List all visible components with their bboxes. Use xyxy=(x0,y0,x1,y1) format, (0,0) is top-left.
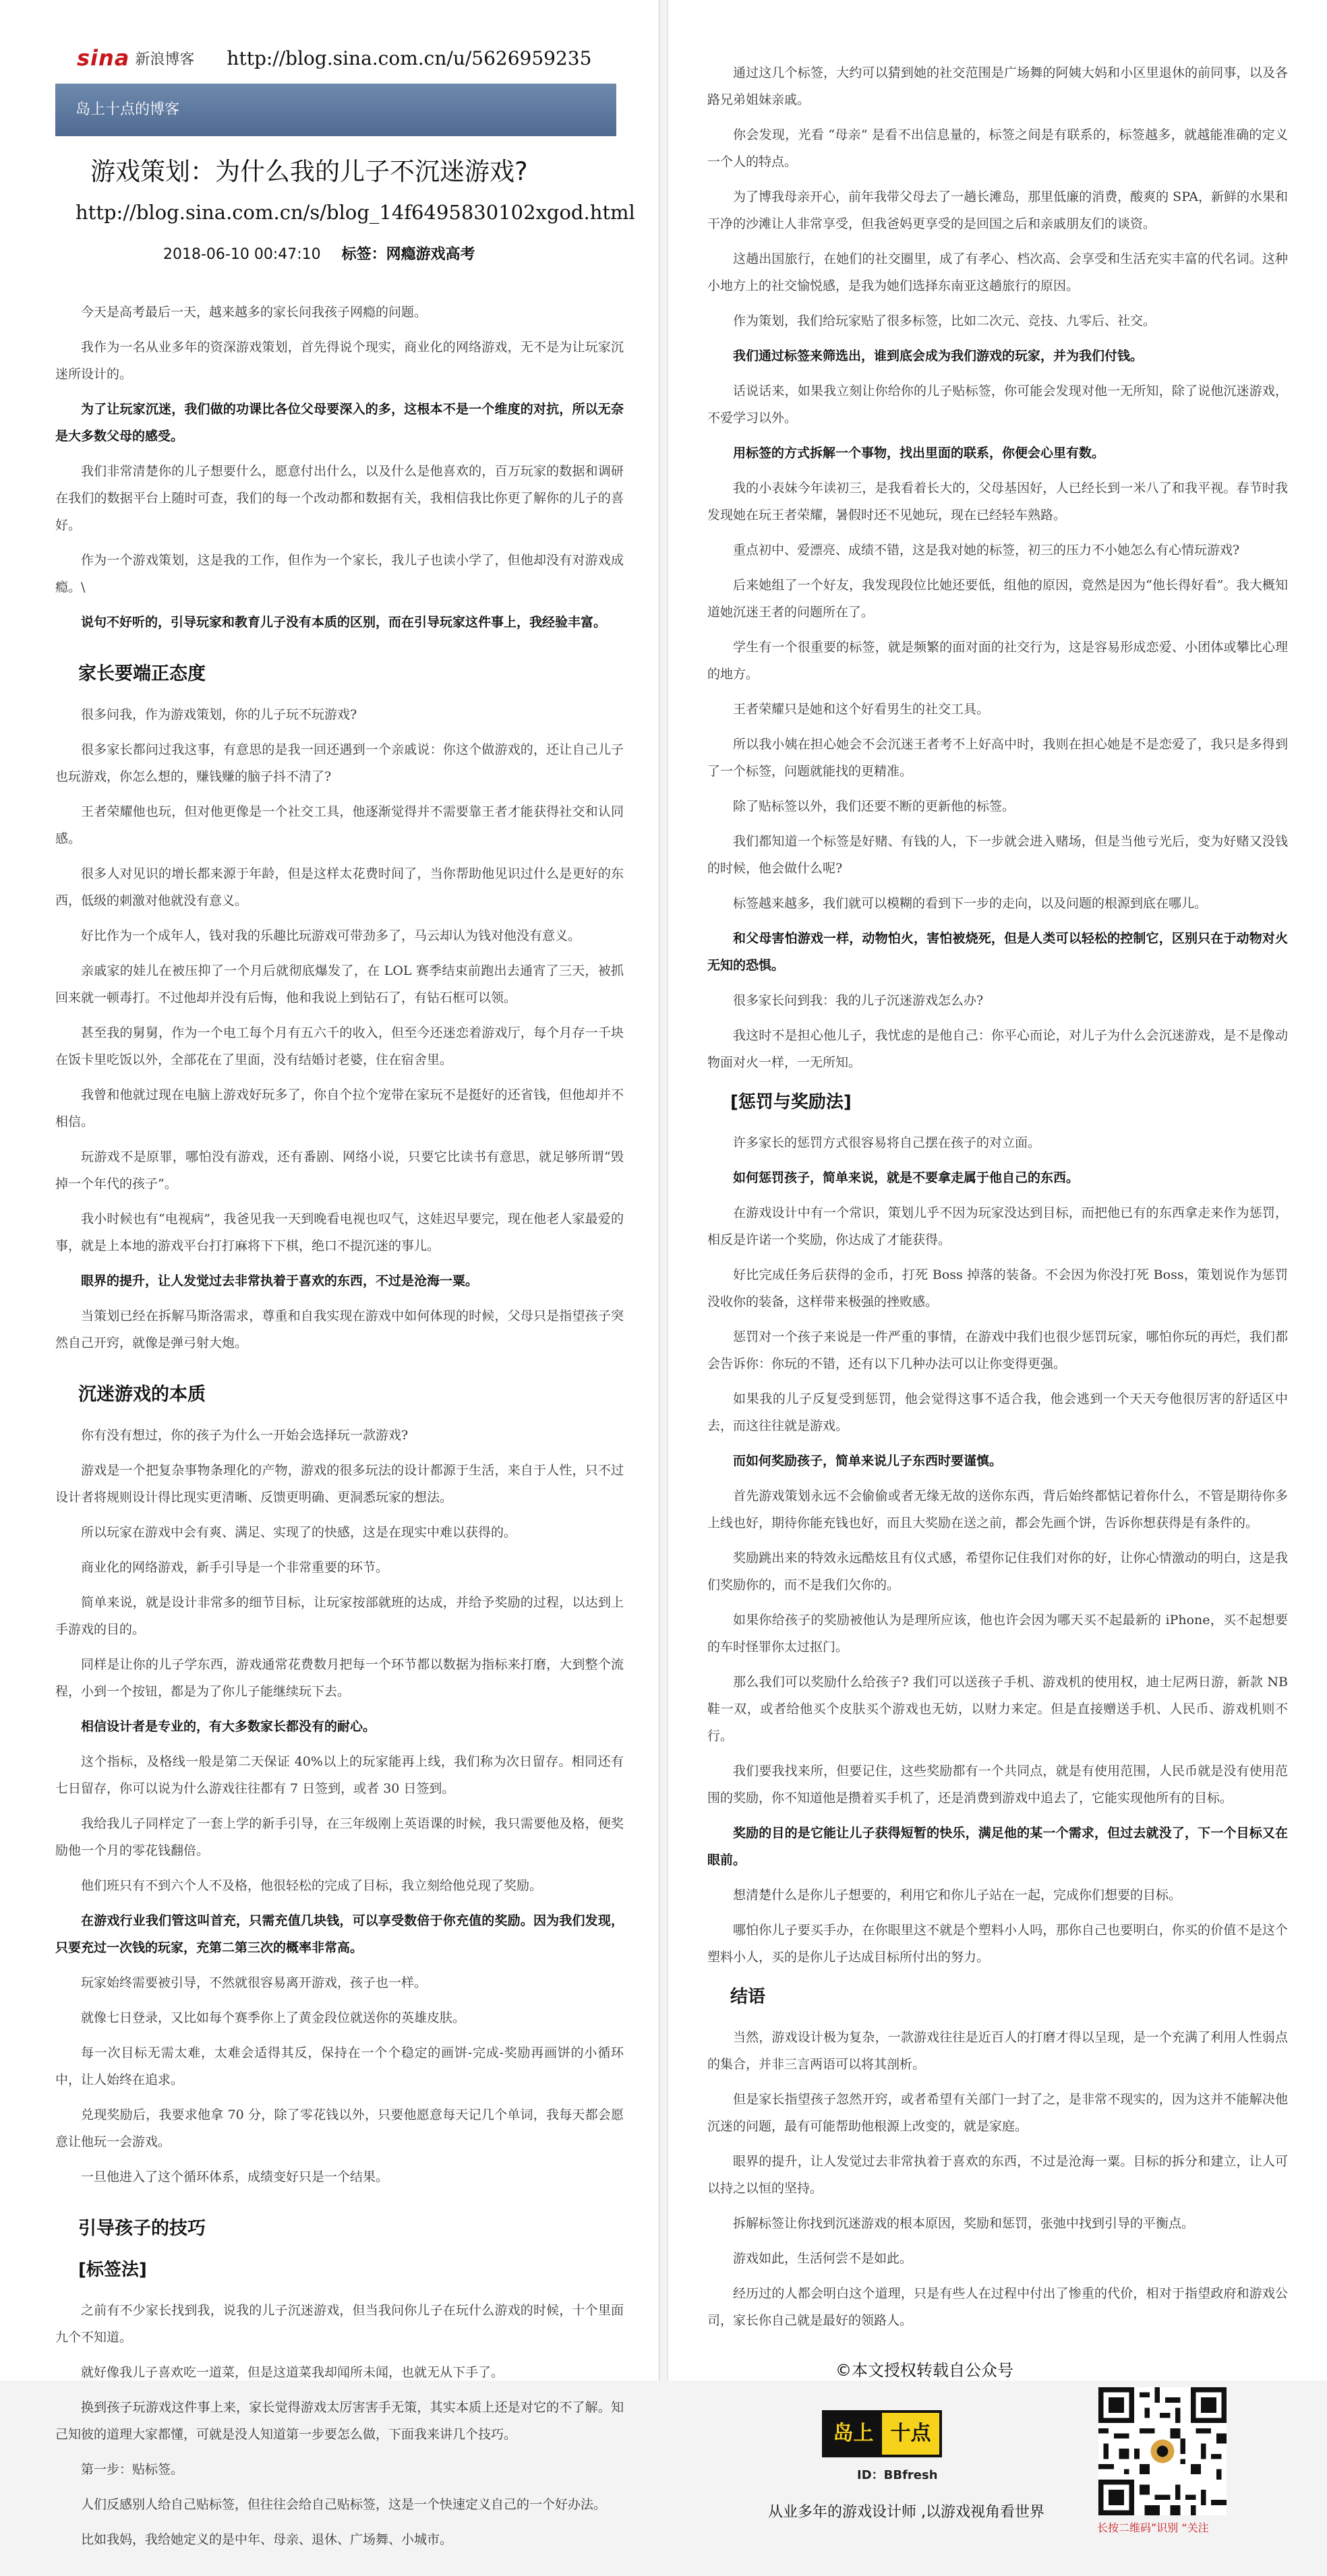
paragraph: 就像七日登录，又比如每个赛季你上了黄金段位就送你的英雄皮肤。 xyxy=(81,2010,466,2025)
paragraph: 商业化的网络游戏，新手引导是一个非常重要的环节。 xyxy=(81,1560,389,1575)
blog-url[interactable]: http://blog.sina.com.cn/u/5626959235 xyxy=(227,47,592,69)
paragraph: 这趟出国旅行，在她们的社交圈里，成了有孝心、档次高、会享受和生活充实丰富的代名词。这种小地方上的社交愉悦感，是我为她们选择东南亚这趟旅行的原因。 xyxy=(707,251,1288,293)
paragraph-bold: 眼界的提升，让人发觉过去非常执着于喜欢的东西，不过是沧海一粟。 xyxy=(81,1274,479,1288)
paragraph: 拆解标签让你找到沉迷游戏的根本原因，奖励和惩罚，张弛中找到引导的平衡点。 xyxy=(733,2216,1195,2231)
right-page xyxy=(668,0,1327,2534)
paragraph: 兑现奖励后，我要求他拿 70 分，除了零花钱以外，只要他愿意每天记几个单词，我每天都会愿意让他玩一会游戏。 xyxy=(55,2107,624,2149)
paragraph: 我这时不是担心他儿子，我忧虑的是他自己：你平心而论，对儿子为什么会沉迷游戏，是不是像动物面对火一样，一无所知。 xyxy=(707,1028,1288,1070)
paragraph: 这个指标，及格线一般是第二天保证 40%以上的玩家能再上线，我们称为次日留存。相同还有七日留存，你可以说为什么游戏往往都有 7 日签到，或者 30 日签到。 xyxy=(55,1754,624,1796)
paragraph: 好比完成任务后获得的金币，打死 Boss 掉落的装备。不会因为你没打死 Boss，策划说作为惩罚没收你的装备，这样带来极强的挫败感。 xyxy=(707,1267,1288,1309)
paragraph: 当然，游戏设计极为复杂，一款游戏往往是近百人的打磨才得以呈现，是一个充满了利用人性弱点的集合，并非三言两语可以将其剖析。 xyxy=(707,2030,1288,2072)
blog-brand xyxy=(55,40,624,76)
paragraph: 简单来说，就是设计非常多的细节目标，让玩家按部就班的达成，并给予奖励的过程，以达到上手游戏的目的。 xyxy=(55,1595,624,1637)
paragraph: 后来她组了一个好友，我发现段位比她还要低，组他的原因，竟然是因为“他长得好看”。我大概知道她沉迷王者的问题所在了。 xyxy=(707,578,1288,620)
paragraph-bold: 为了让玩家沉迷，我们做的功课比各位父母要深入的多，这根本不是一个维度的对抗，所以无奈是大多数父母的感受。 xyxy=(55,402,624,444)
paragraph: 每一次目标无需太难，太难会适得其反，保持在一个个稳定的画饼-完成-奖励再画饼的小循环中，让人始终在追求。 xyxy=(55,2045,624,2087)
paragraph: 我的小表妹今年读初三，是我看着长大的，父母基因好，人已经长到一米八了和我平视。春节时我发现她在玩王者荣耀，暑假时还不见她玩，现在已经轻车熟路。 xyxy=(707,481,1288,522)
paragraph: 甚至我的舅舅，作为一个电工每个月有五六千的收入，但至今还迷恋着游戏厅，每个月存一千块在饭卡里吃饭以外，全部花在了里面，没有结婚讨老婆，住在宿舍里。 xyxy=(55,1025,624,1067)
account-badge xyxy=(822,2410,942,2457)
paragraph: 话说话来，如果我立刻让你给你的儿子贴标签，你可能会发现对他一无所知，除了说他沉迷游戏，不爱学习以外。 xyxy=(707,384,1288,425)
paragraph: 我给我儿子同样定了一套上学的新手引导，在三年级刚上英语课的时候，我只需要他及格，便奖励他一个月的零花钱翻倍。 xyxy=(55,1816,624,1858)
paragraph: 今天是高考最后一天，越来越多的家长问我孩子网瘾的问题。 xyxy=(81,305,427,320)
paragraph-bold: 奖励的目的是它能让儿子获得短暂的快乐，满足他的某一个需求，但过去就没了，下一个目标又在眼前。 xyxy=(707,1826,1288,1867)
qr-caption: 长按二维码”识别 “关注 xyxy=(1097,2521,1209,2534)
paragraph: 之前有不少家长找到我，说我的儿子沉迷游戏，但当我问你儿子在玩什么游戏的时候，十个里面九个不知道。 xyxy=(55,2303,624,2345)
paragraph: 很多人对见识的增长都来源于年龄，但是这样太花费时间了，当你帮助他见识过什么是更好的东西，低级的刺激对他就没有意义。 xyxy=(55,866,624,908)
paragraph: 哪怕你儿子要买手办，在你眼里这不就是个塑料小人吗，那你自己也要明白，你买的价值不是这个塑料小人，买的是你儿子达成目标所付出的努力。 xyxy=(707,1923,1288,1965)
paragraph: 标签越来越多，我们就可以模糊的看到下一步的走向，以及问题的根源到底在哪儿。 xyxy=(733,896,1208,911)
paragraph: 作为策划，我们给玩家贴了很多标签，比如二次元、竞技、九零后、社交。 xyxy=(733,313,1156,328)
paragraph: 所以玩家在游戏中会有爽、满足、实现了的快感，这是在现实中难以获得的。 xyxy=(81,1525,517,1540)
subsection-heading: [惩罚与奖励法] xyxy=(730,1092,852,1112)
paragraph: 很多家长问到我：我的儿子沉迷游戏怎么办? xyxy=(733,993,984,1008)
logo-subtitle: 新浪博客 xyxy=(135,51,195,68)
paragraph-bold: 说句不好听的，引导玩家和教育儿子没有本质的区别，而在引导玩家这件事上，我经验丰富。 xyxy=(81,615,607,630)
paragraph: 人们反感别人给自己贴标签，但往往会给自己贴标签，这是一个快速定义自己的一个好办法。 xyxy=(81,2497,607,2512)
paragraph: 我们要我找来所，但要记住，这些奖励都有一个共同点，就是有使用范围，人民币就是没有使用范围的奖励，你不知道他是攒着买手机了，还是消费到游戏中追去了，它能实现他所有的目标。 xyxy=(707,1764,1288,1805)
paragraph: 我们非常清楚你的儿子想要什么，愿意付出什么，以及什么是他喜欢的，百万玩家的数据和调研在我们的数据平台上随时可查，我们的每一个改动都和数据有关，我相信我比你更了解你的儿子的喜好。 xyxy=(55,464,624,533)
paragraph: 但是家长指望孩子忽然开窍，或者希望有关部门一封了之，是非常不现实的，因为这并不能解决他沉迷的问题，最有可能帮助他根源上改变的，就是家庭。 xyxy=(707,2092,1288,2134)
paragraph: 学生有一个很重要的标签，就是频繁的面对面的社交行为，这是容易形成恋爱、小团体或攀比心理的地方。 xyxy=(707,640,1288,682)
paragraph: 游戏是一个把复杂事物条理化的产物，游戏的很多玩法的设计都源于生活，来自于人性，只不过设计者将规则设计得比现实更清晰、反馈更明确、更洞悉玩家的想法。 xyxy=(55,1463,624,1505)
post-title: 游戏策划：为什么我的儿子不沉迷游戏? xyxy=(90,157,528,186)
post-tags[interactable]: 标签：网瘾游戏高考 xyxy=(341,246,475,263)
footer-promo xyxy=(707,2387,1288,2576)
section-heading: 结语 xyxy=(730,1987,766,2007)
paragraph: 就好像我儿子喜欢吃一道菜，但是这道菜我却闻所未闻，也就无从下手了。 xyxy=(81,2365,504,2380)
paragraph: 经历过的人都会明白这个道理，只是有些人在过程中付出了惨重的代价，相对于指望政府和游戏公司，家长你自己就是最好的领路人。 xyxy=(707,2286,1288,2328)
paragraph: 许多家长的惩罚方式很容易将自己摆在孩子的对立面。 xyxy=(733,1135,1041,1150)
section-heading: 引导孩子的技巧 xyxy=(78,2218,206,2239)
paragraph: 同样是让你的儿子学东西，游戏通常花费数月把每一个环节都以数据为指标来打磨，大到整个流程，小到一个按钮，都是为了你儿子能继续玩下去。 xyxy=(55,1657,624,1699)
badge-right: 十点 xyxy=(890,2422,931,2445)
paragraph: 你会发现，光看 “母亲” 是看不出信息量的，标签之间是有联系的，标签越多，就越能准确的定义一个人的特点。 xyxy=(707,127,1288,169)
subsection-heading: [标签法] xyxy=(78,2260,147,2280)
paragraph: 当策划已经在拆解马斯洛需求，尊重和自我实现在游戏中如何体现的时候，父母只是指望孩子突然自己开窍，就像是弹弓射大炮。 xyxy=(55,1309,624,1350)
paragraph: 好比作为一个成年人，钱对我的乐趣比玩游戏可带劲多了，马云却认为钱对他没有意义。 xyxy=(81,928,581,943)
qr-code-icon[interactable] xyxy=(1098,2387,1227,2515)
paragraph-bold: 而如何奖励孩子，简单来说儿子东西时要谨慎。 xyxy=(733,1454,1003,1468)
paragraph: 在游戏设计中有一个常识，策划儿乎不因为玩家没达到目标，而把他已有的东西拿走来作为惩罚，相反是许诺一个奖励，你达成了才能获得。 xyxy=(707,1205,1288,1247)
paragraph: 王者荣耀他也玩，但对他更像是一个社交工具，他逐渐觉得并不需要靠王者才能获得社交和认同感。 xyxy=(55,804,624,846)
paragraph: 我作为一名从业多年的资深游戏策划，首先得说个现实，商业化的网络游戏，无不是为让玩家沉迷所设计的。 xyxy=(55,340,624,382)
paragraph-bold: 如何惩罚孩子，简单来说，就是不要拿走属于他自己的东西。 xyxy=(733,1170,1080,1185)
paragraph: 除了贴标签以外，我们还要不断的更新他的标签。 xyxy=(733,799,1015,814)
paragraph: 换到孩子玩游戏这件事上来，家长觉得游戏太厉害害手无策，其实本质上还是对它的不了解。知己知彼的道理大家都懂，可就是没人知道第一步要怎么做，下面我来讲几个技巧。 xyxy=(55,2400,624,2442)
paragraph-bold: 我们通过标签来筛选出，谁到底会成为我们游戏的玩家，并为我们付钱。 xyxy=(733,349,1144,363)
paragraph: 通过这几个标签，大约可以猜到她的社交范围是广场舞的阿姨大妈和小区里退休的前同事，以及各路兄弟姐妹亲戚。 xyxy=(707,65,1288,107)
paragraph: 如果你给孩子的奖励被他认为是理所应该，他也许会因为哪天买不起最新的 iPhone，买不起想要的车时怪罪你太过抠门。 xyxy=(707,1613,1288,1654)
paragraph: 比如我妈，我给她定义的是中年、母亲、退休、广场舞、小城市。 xyxy=(81,2532,453,2547)
paragraph: 亲戚家的娃儿在被压抑了一个月后就彻底爆发了，在 LOL 赛季结束前跑出去通宵了三天，被抓回来就一顿毒打。不过他却并没有后悔，他和我说上到钻石了，有钻石框可以领。 xyxy=(55,963,624,1005)
paragraph: 王者荣耀只是她和这个好看男生的社交工具。 xyxy=(733,702,990,717)
paragraph: 第一步：贴标签。 xyxy=(81,2462,184,2477)
paragraph: 惩罚对一个孩子来说是一件严重的事情，在游戏中我们也很少惩罚玩家，哪怕你玩的再烂，我们都会告诉你：你玩的不错，还有以下几种办法可以让你变得更强。 xyxy=(707,1329,1288,1371)
paragraph: 如果我的儿子反复受到惩罚，他会觉得这事不适合我，他会逃到一个天天夸他很厉害的舒适区中去，而这往往就是游戏。 xyxy=(707,1391,1288,1433)
paragraph-bold: 相信设计者是专业的，有大多数家长都没有的耐心。 xyxy=(81,1719,376,1734)
paragraph-bold: 和父母害怕游戏一样，动物怕火，害怕被烧死，但是人类可以轻松的控制它，区别只在于动物对火无知的恐惧。 xyxy=(707,931,1288,973)
paragraph: 你有没有想过，你的孩子为什么一开始会选择玩一款游戏? xyxy=(81,1428,409,1443)
copyright-credit: ©本文授权转载自公众号 xyxy=(835,2361,1013,2380)
paragraph: 玩家始终需要被引导，不然就很容易离开游戏，孩子也一样。 xyxy=(81,1975,427,1990)
paragraph: 首先游戏策划永远不会偷偷或者无缘无故的送你东西，背后始终都惦记着你什么，不管是期待你多上线也好，期待你能充钱也好，而且大奖励在送之前，都会先画个饼，告诉你想获得是有条件的。 xyxy=(707,1489,1288,1530)
paragraph: 他们班只有不到六个人不及格，他很轻松的完成了目标，我立刻给他兑现了奖励。 xyxy=(81,1878,543,1893)
section-heading: 沉迷游戏的本质 xyxy=(78,1384,206,1405)
account-id: ID：BBfresh xyxy=(857,2468,938,2482)
post-url[interactable]: http://blog.sina.com.cn/s/blog_14f6495830102xgod.html xyxy=(76,201,635,224)
section-heading: 家长要端正态度 xyxy=(78,663,206,684)
paragraph: 我们都知道一个标签是好赌、有钱的人，下一步就会进入赌场，但是当他亏光后，变为好赌又没钱的时候，他会做什么呢? xyxy=(707,834,1288,876)
paragraph: 想清楚什么是你儿子想要的，利用它和你儿子站在一起，完成你们想要的目标。 xyxy=(733,1888,1182,1903)
paragraph: 所以我小姨在担心她会不会沉迷王者考不上好高中时，我则在担心她是不是恋爱了，我只是多得到了一个标签，问题就能找的更精准。 xyxy=(707,737,1288,779)
paragraph: 我小时候也有“电视病”，我爸见我一天到晚看电视也叹气，这娃迟早要完，现在他老人家最爱的事，就是上本地的游戏平台打打麻将下下棋，绝口不提沉迷的事儿。 xyxy=(55,1211,624,1253)
paragraph: 重点初中、爱漂亮、成绩不错，这是我对她的标签，初三的压力不小她怎么有心情玩游戏? xyxy=(733,543,1240,558)
paragraph-bold: 在游戏行业我们管这叫首充，只需充值几块钱，可以享受数倍于你充值的奖励。因为我们发现，只要充过一次钱的玩家，充第二第三次的概率非常高。 xyxy=(55,1913,624,1955)
paragraph-bold: 用标签的方式拆解一个事物，找出里面的联系，你便会心里有数。 xyxy=(733,446,1105,460)
paragraph: 奖励跳出来的特效永远酷炫且有仪式感，希望你记住我们对你的好，让你心情激动的明白，这是我们奖励你的，而不是我们欠你的。 xyxy=(707,1551,1288,1592)
sina-logo[interactable]: sina xyxy=(77,45,130,71)
paragraph: 玩游戏不是原罪，哪怕没有游戏，还有番剧、网络小说，只要它比读书有意思，就足够所谓“毁掉一个年代的孩子”。 xyxy=(55,1149,624,1191)
paragraph: 作为一个游戏策划，这是我的工作，但作为一个家长，我儿子也读小学了，但他却没有对游戏成瘾。\ xyxy=(55,553,624,595)
paragraph: 为了博我母亲开心，前年我带父母去了一趟长滩岛，那里低廉的消费，酸爽的 SPA，新鲜的水果和干净的沙滩让人非常享受，但我爸妈更享受的是回国之后和亲戚朋友们的谈资。 xyxy=(707,189,1288,231)
paragraph: 眼界的提升，让人发觉过去非常执着于喜欢的东西，不过是沧海一粟。目标的拆分和建立，让人可以持之以恒的坚持。 xyxy=(707,2154,1288,2196)
badge-left: 岛上 xyxy=(825,2413,882,2455)
account-slogan: 从业多年的游戏设计师 ,以游戏视角看世界 xyxy=(768,2504,1044,2521)
post-meta xyxy=(163,243,624,264)
paragraph: 那么我们可以奖励什么给孩子? 我们可以送孩子手机、游戏机的使用权，迪士尼两日游，新款 NB 鞋一双，或者给他买个皮肤买个游戏也无妨，以财力来定。但是直接赠送手机、人民币、游戏机则不行。 xyxy=(707,1675,1288,1743)
post-date: 2018-06-10 00:47:10 xyxy=(163,246,321,263)
paragraph: 很多家长都问过我这事，有意思的是我一回还遇到一个亲戚说：你这个做游戏的，还让自己儿子也玩游戏，你怎么想的，赚钱赚的脑子抖不清了? xyxy=(55,742,624,784)
paragraph: 很多问我，作为游戏策划，你的儿子玩不玩游戏? xyxy=(81,707,357,722)
paragraph: 游戏如此，生活何尝不是如此。 xyxy=(733,2251,913,2266)
left-page xyxy=(0,0,659,2547)
paragraph: 一旦他进入了这个循环体系，成绩变好只是一个结果。 xyxy=(81,2169,389,2184)
paragraph: 我曾和他就过现在电脑上游戏好玩多了，你自个拉个宠带在家玩不是挺好的还省钱，但他却并不相信。 xyxy=(55,1087,624,1129)
blog-banner[interactable]: 岛上十点的博客 xyxy=(55,84,616,136)
